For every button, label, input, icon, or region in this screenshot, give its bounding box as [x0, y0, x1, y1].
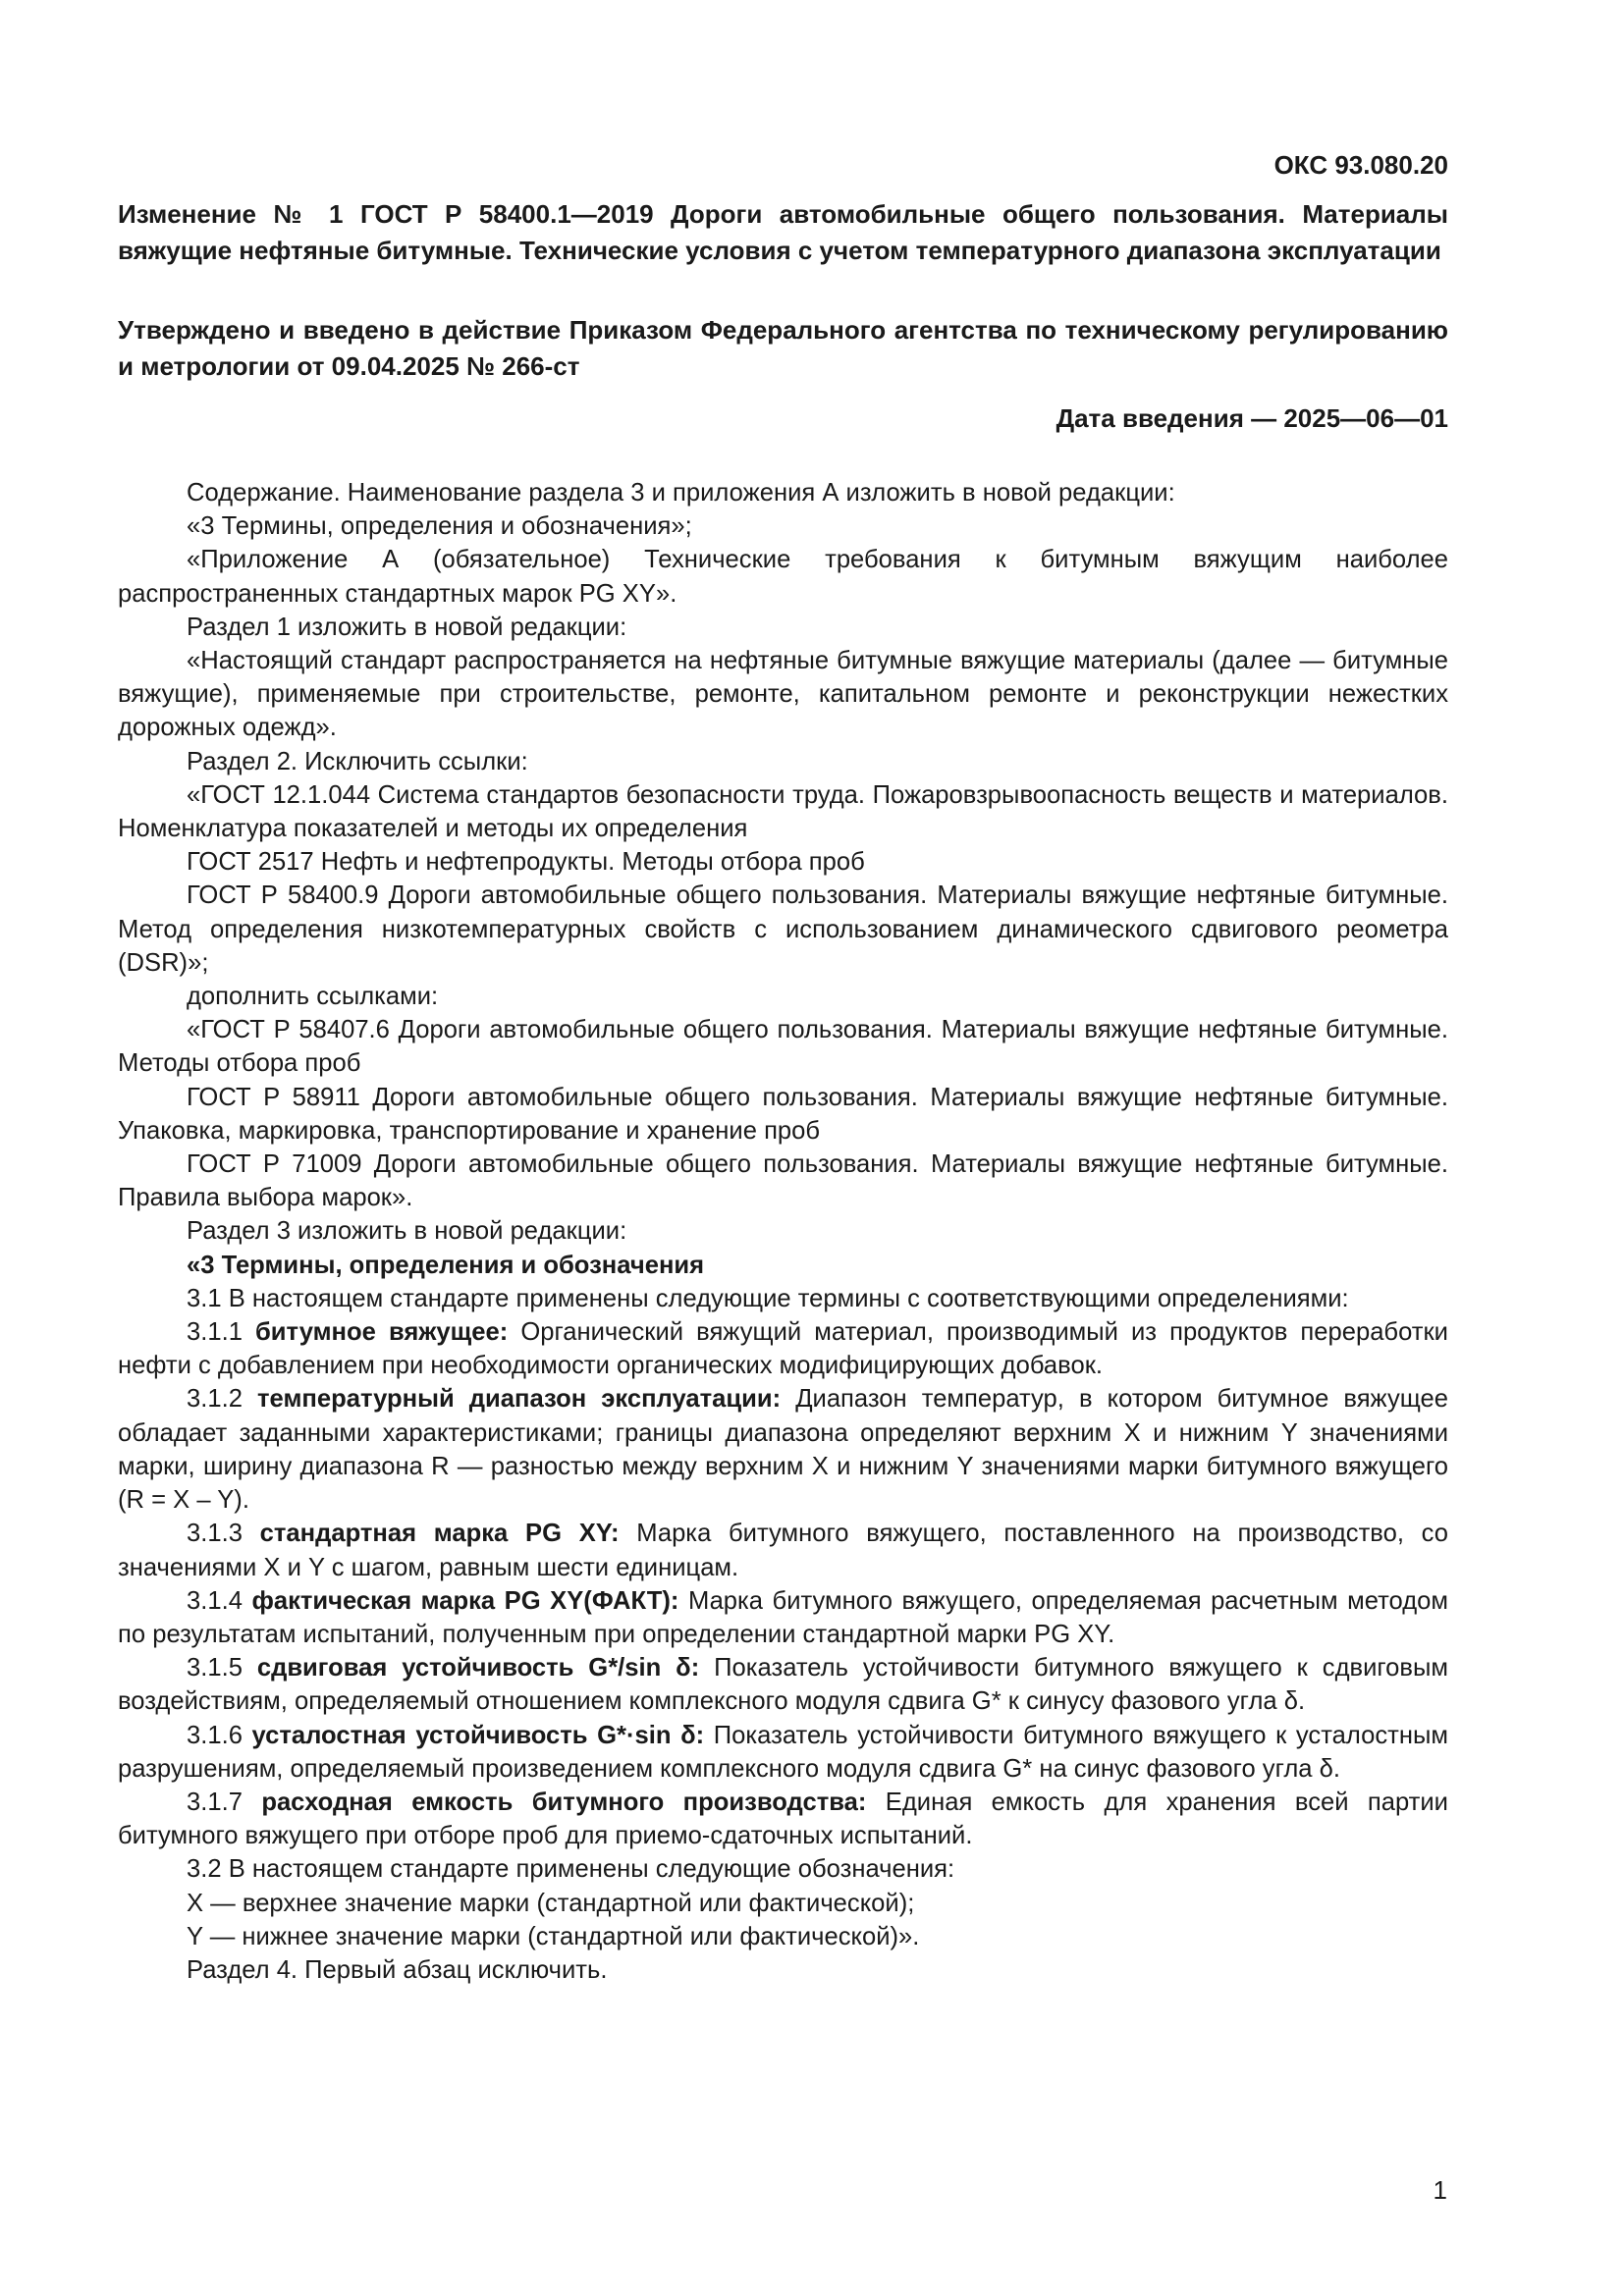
- document-body: [118, 476, 1448, 1987]
- paragraph: X — верхнее значение марки (стандартной или фактической);: [187, 1889, 915, 1917]
- section-heading: «3 Термины, определения и обозначения: [187, 1251, 705, 1279]
- paragraph: «Настоящий стандарт распространяется на нефтяные битумные вяжущие материалы (далее — битумные вяжущие), применяемые при строительстве, ремонте, капитальном ремонте и реконструкции нежестких дорожных одежд».: [118, 647, 1448, 742]
- paragraph: ГОСТ Р 58400.9 Дороги автомобильные общего пользования. Материалы вяжущие нефтяные битумные. Метод определения низкотемпературных свойств с использованием динамического сдвигового реометра (DSR)»;: [118, 881, 1448, 977]
- document-title: Изменение № 1 ГОСТ Р 58400.1—2019 Дороги автомобильные общего пользования. Материалы вяжущие нефтяные битумные. Технические условия с учетом температурного диапазона эксплуатации: [118, 199, 1448, 265]
- paragraph: «ГОСТ Р 58407.6 Дороги автомобильные общего пользования. Материалы вяжущие нефтяные битумные. Методы отбора проб: [118, 1016, 1448, 1078]
- classification-code: ОКС 93.080.20: [1273, 150, 1448, 180]
- term-name: усталостная устойчивость G*·sin δ:: [251, 1721, 705, 1749]
- term-name: фактическая марка PG XY(ФАКТ):: [251, 1586, 679, 1615]
- paragraph: ГОСТ 2517 Нефть и нефтепродукты. Методы отбора проб: [187, 848, 865, 877]
- paragraph: Y — нижнее значение марки (стандартной или фактической)».: [187, 1922, 920, 1950]
- term-definition: 3.1.2 температурный диапазон эксплуатации: Диапазон температур, в котором битумное вяжущее обладает заданными характеристиками; границы диапазона определяют верхним X и нижним Y значениями марки, ширину диапазона R — разностью между верхним X и нижним Y значениями марки битумного вяжущего (R = X – Y).: [118, 1385, 1448, 1515]
- paragraph: «3 Термины, определения и обозначения»;: [187, 512, 692, 541]
- term-name: сдвиговая устойчивость G*/sin δ:: [256, 1654, 700, 1682]
- paragraph: Раздел 1 изложить в новой редакции:: [187, 613, 627, 641]
- paragraph: Раздел 3 изложить в новой редакции:: [187, 1217, 627, 1246]
- paragraph: «Приложение А (обязательное) Технические требования к битумным вяжущим наиболее распространенных стандартных марок PG XY».: [118, 546, 1448, 608]
- term-definition: 3.1.3 стандартная марка PG XY: Марка битумного вяжущего, поставленного на производство, со значениями X и Y с шагом, равным шести единицам.: [118, 1520, 1448, 1581]
- paragraph: «ГОСТ 12.1.044 Система стандартов безопасности труда. Пожаровзрывоопасность веществ и материалов. Номенклатура показателей и методы их определения: [118, 780, 1448, 843]
- term-name: температурный диапазон эксплуатации:: [257, 1385, 782, 1414]
- term-name: расходная емкость битумного производства:: [261, 1788, 867, 1816]
- paragraph: Раздел 4. Первый абзац исключить.: [187, 1955, 608, 1984]
- paragraph: 3.2 В настоящем стандарте применены следующие обозначения:: [187, 1855, 955, 1884]
- paragraph: Содержание. Наименование раздела 3 и приложения А изложить в новой редакции:: [187, 479, 1175, 507]
- term-definition: 3.1.7 расходная емкость битумного производства: Единая емкость для хранения всей партии битумного вяжущего при отборе проб для приемо-сдаточных испытаний.: [118, 1788, 1448, 1850]
- approval-statement: Утверждено и введено в действие Приказом Федерального агентства по техническому регулированию и метрологии от 09.04.2025 № 266-ст: [118, 315, 1448, 381]
- paragraph: Раздел 2. Исключить ссылки:: [187, 747, 528, 775]
- page-number: 1: [1433, 2175, 1447, 2205]
- term-definition: 3.1.1 битумное вяжущее: Органический вяжущий материал, производимый из продуктов переработки нефти с добавлением при необходимости органических модифицирующих добавок.: [118, 1318, 1448, 1380]
- paragraph: 3.1 В настоящем стандарте применены следующие термины с соответствующими определениями:: [187, 1284, 1349, 1312]
- paragraph: ГОСТ Р 58911 Дороги автомобильные общего пользования. Материалы вяжущие нефтяные битумные. Упаковка, маркировка, транспортирование и хранение проб: [118, 1083, 1448, 1145]
- paragraph: ГОСТ Р 71009 Дороги автомобильные общего пользования. Материалы вяжущие нефтяные битумные. Правила выбора марок».: [118, 1150, 1448, 1212]
- term-definition: 3.1.5 сдвиговая устойчивость G*/sin δ: Показатель устойчивости битумного вяжущего к сдвиговым воздействиям, определяемый отношением комплексного модуля сдвига G* к синусу фазового угла δ.: [118, 1654, 1448, 1716]
- paragraph: дополнить ссылками:: [187, 983, 439, 1011]
- effective-date: Дата введения — 2025—06—01: [1056, 403, 1448, 433]
- term-definition: 3.1.6 усталостная устойчивость G*·sin δ: Показатель устойчивости битумного вяжущего к усталостным разрушениям, определяемый произведением комплексного модуля сдвига G* на синус фазового угла δ.: [118, 1721, 1448, 1783]
- term-definition: 3.1.4 фактическая марка PG XY(ФАКТ): Марка битумного вяжущего, определяемая расчетным методом по результатам испытаний, полученным при определении стандартной марки PG XY.: [118, 1586, 1448, 1648]
- term-name: битумное вяжущее:: [255, 1318, 509, 1347]
- term-name: стандартная марка PG XY:: [259, 1520, 620, 1548]
